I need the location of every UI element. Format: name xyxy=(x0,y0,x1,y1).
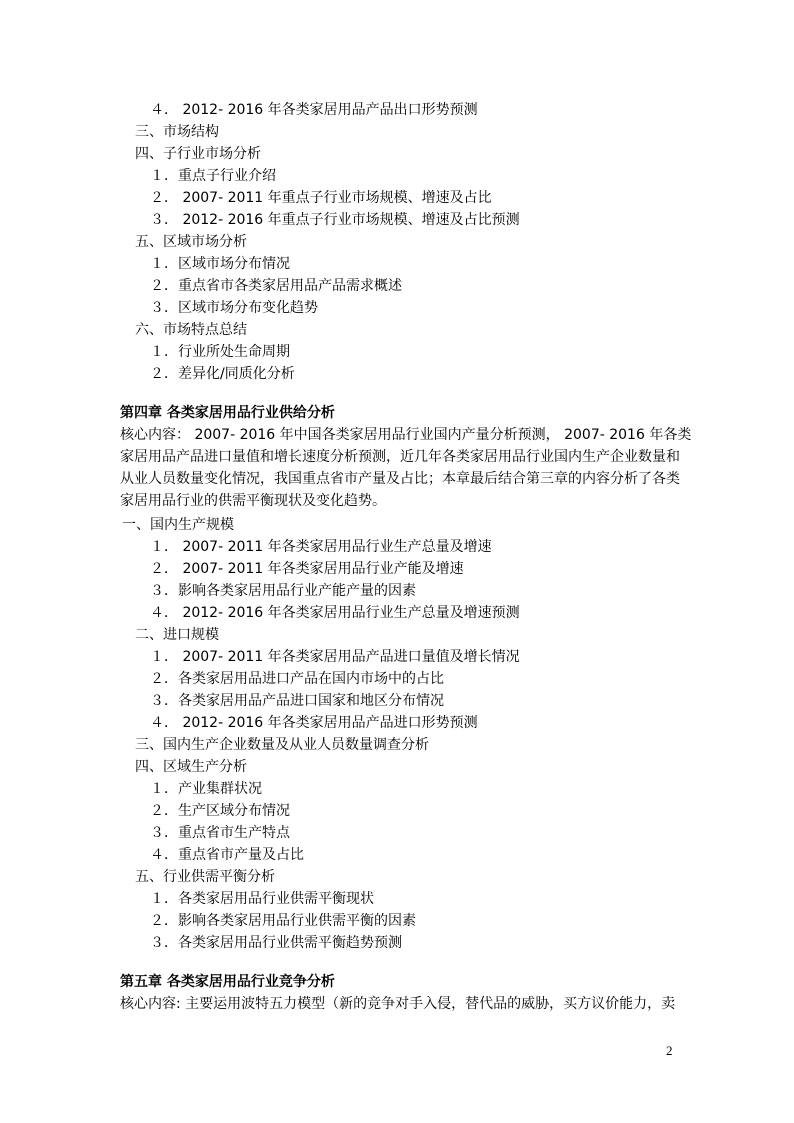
chapter-5-title: 第五章 各类家居用品行业竞争分析 xyxy=(120,974,335,990)
summary-line: 家居用品行业的供需平衡现状及变化趋势。 xyxy=(120,493,386,509)
outline-item: ４． 2012- 2016 年各类家居用品产品进口形势预测 xyxy=(150,715,478,731)
outline-item: ２．影响各类家居用品行业供需平衡的因素 xyxy=(150,913,416,929)
outline-item: 一、国内生产规模 xyxy=(122,517,234,533)
outline-item: 四、子行业市场分析 xyxy=(135,146,261,162)
outline-item: 六、市场特点总结 xyxy=(135,322,247,338)
outline-item: ３．各类家居用品产品进口国家和地区分布情况 xyxy=(150,693,444,709)
outline-item: １． 2007- 2011 年各类家居用品产品进口量值及增长情况 xyxy=(150,649,520,665)
outline-item: ４．重点省市产量及占比 xyxy=(150,847,304,863)
outline-item: 三、国内生产企业数量及从业人员数量调查分析 xyxy=(135,737,429,753)
outline-item: １．各类家居用品行业供需平衡现状 xyxy=(150,891,374,907)
outline-item: ２．重点省市各类家居用品产品需求概述 xyxy=(150,278,402,294)
outline-item: ２．生产区域分布情况 xyxy=(150,803,290,819)
outline-item: １． 2007- 2011 年各类家居用品行业生产总量及增速 xyxy=(150,539,492,555)
summary-line: 核心内容： 2007- 2016 年中国各类家居用品行业国内产量分析预测， 2007- 2016 年各类 xyxy=(120,427,692,443)
outline-item: 五、区域市场分析 xyxy=(135,234,247,250)
outline-item: ４． 2012- 2016 年各类家居用品产品出口形势预测 xyxy=(150,102,478,118)
outline-item: １．区域市场分布情况 xyxy=(150,256,290,272)
outline-item: １．重点子行业介绍 xyxy=(150,168,276,184)
outline-item: ２．各类家居用品进口产品在国内市场中的占比 xyxy=(150,671,444,687)
page-number: 2 xyxy=(666,1043,673,1058)
outline-item: ２．差异化/同质化分析 xyxy=(150,366,295,382)
summary-line: 核心内容: 主要运用波特五力模型（新的竞争对手入侵，替代品的威胁，买方议价能力，卖 xyxy=(120,996,676,1012)
outline-item: 五、行业供需平衡分析 xyxy=(135,869,275,885)
outline-item: ３．重点省市生产特点 xyxy=(150,825,290,841)
chapter-4-title: 第四章 各类家居用品行业供给分析 xyxy=(120,405,335,421)
outline-item: ２． 2007- 2011 年各类家居用品行业产能及增速 xyxy=(150,561,464,577)
outline-item: ３．区域市场分布变化趋势 xyxy=(150,300,318,316)
outline-item: １．产业集群状况 xyxy=(150,781,262,797)
summary-line: 从业人员数量变化情况，我国重点省市产量及占比；本章最后结合第三章的内容分析了各类 xyxy=(120,471,680,487)
summary-line: 家居用品产品进口量值和增长速度分析预测，近几年各类家居用品行业国内生产企业数量和 xyxy=(120,449,680,465)
outline-item: ３． 2012- 2016 年重点子行业市场规模、增速及占比预测 xyxy=(150,212,520,228)
outline-item: 三、市场结构 xyxy=(135,124,219,140)
outline-item: 二、进口规模 xyxy=(135,627,219,643)
chapter-5-summary xyxy=(120,993,680,1015)
outline-item: 四、区域生产分析 xyxy=(135,759,247,775)
outline-item: １．行业所处生命周期 xyxy=(150,344,290,360)
outline-item: ４． 2012- 2016 年各类家居用品行业生产总量及增速预测 xyxy=(150,605,520,621)
outline-item: ３．影响各类家居用品行业产能产量的因素 xyxy=(150,583,416,599)
outline-item: ２． 2007- 2011 年重点子行业市场规模、增速及占比 xyxy=(150,190,492,206)
chapter-4-summary xyxy=(120,424,692,512)
outline-item: ３．各类家居用品行业供需平衡趋势预测 xyxy=(150,935,402,951)
